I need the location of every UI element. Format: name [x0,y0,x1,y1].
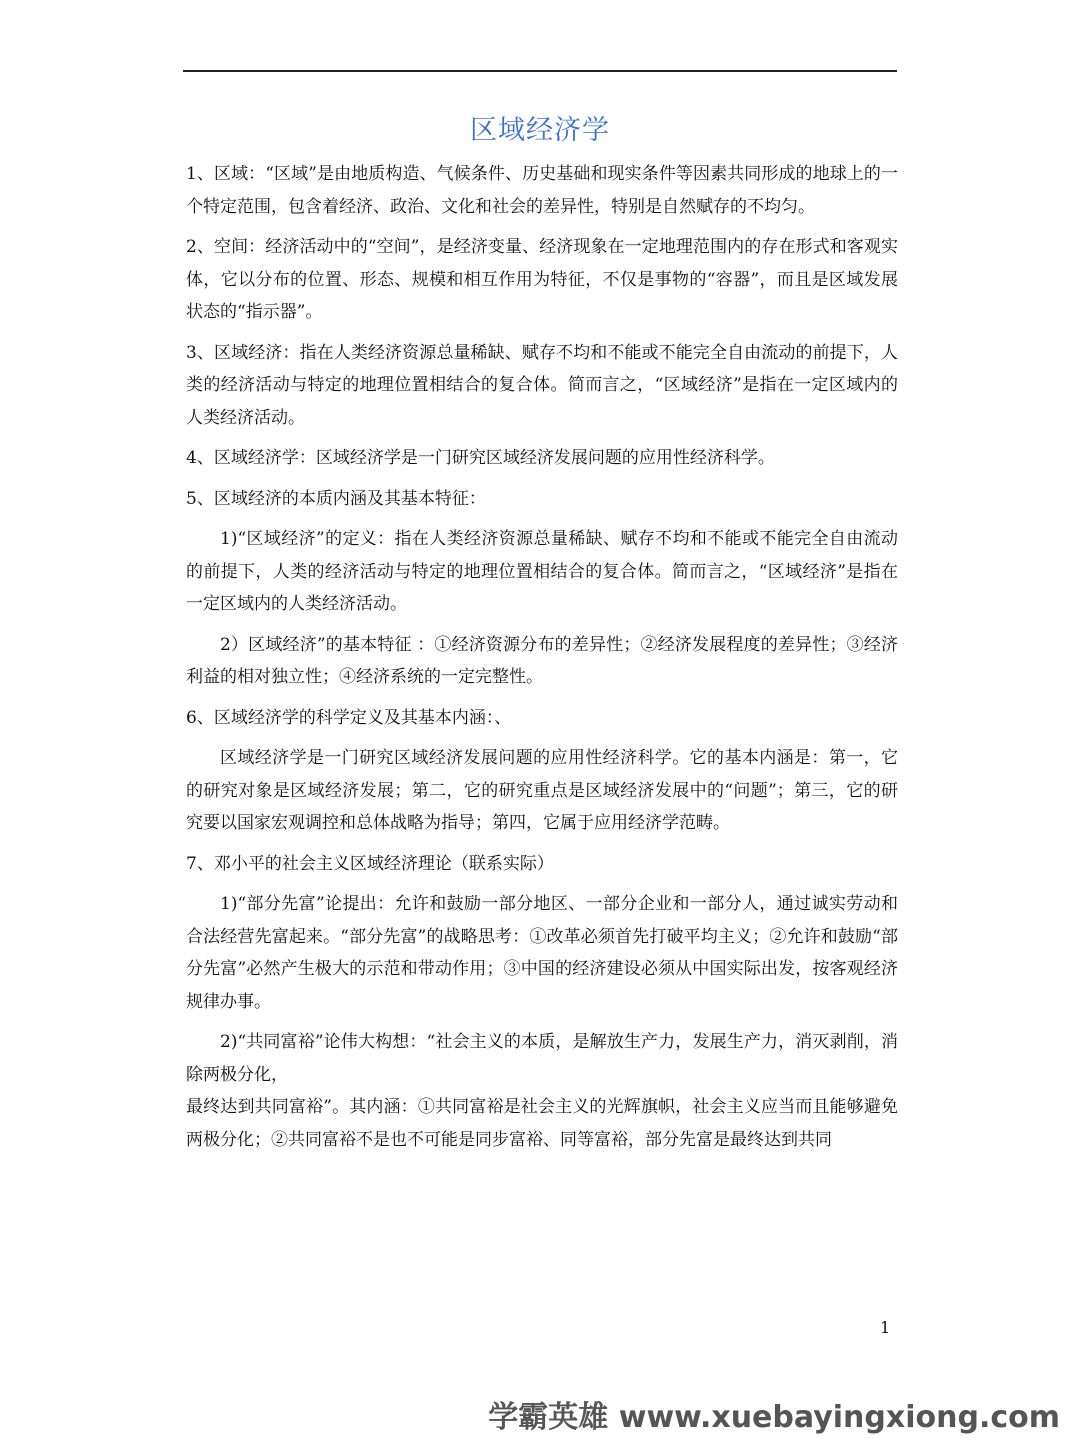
document-body [186,158,898,1156]
paragraph-7-heading: 7、邓小平的社会主义区域经济理论（联系实际） [186,853,554,874]
paragraph-7-1-partial-prosperity: 1)“部分先富”论提出：允许和鼓励一部分地区、一部分企业和一部分人，通过诚实劳动和合法经营先富起来。“部分先富”的战略思考：①改革必须首先打破平均主义；②允许和鼓励“部分先富”必然产生极大的示范和带动作用；③中国的经济建设必须从中国实际出发，按客观经济规律办事。 [186,894,898,1012]
paragraph-6-heading: 6、区域经济学的科学定义及其基本内涵：、 [186,707,512,728]
paragraph-6-body: 区域经济学是一门研究区域经济发展问题的应用性经济科学。它的基本内涵是：第一，它的研究对象是区域经济发展；第二，它的研究重点是区域经济发展中的“问题”；第三，它的研究要以国家宏观调控和总体战略为指导；第四，它属于应用经济学范畴。 [186,748,898,833]
paragraph-5-2-features: 2）区域经济”的基本特征 ：①经济资源分布的差异性；②经济发展程度的差异性；③经济利益的相对独立性；④经济系统的一定完整性。 [186,634,898,687]
paragraph-7-2-continued: 最终达到共同富裕”。其内涵：①共同富裕是社会主义的光辉旗帜，社会主义应当而且能够避免两极分化；②共同富裕不是也不可能是同步富裕、同等富裕，部分先富是最终达到共同 [186,1097,898,1150]
paragraph-3-regional-economy: 3、区域经济：指在人类经济资源总量稀缺、赋存不均和不能或不能完全自由流动的前提下，人类的经济活动与特定的地理位置相结合的复合体。简而言之，“区域经济”是指在一定区域内的人类经济活动。 [186,342,898,428]
watermark: 学霸英雄 www.xuebayingxiong.com [488,1400,1060,1435]
header-rule [183,70,897,72]
paragraph-1-region: 1、区域：“区域”是由地质构造、气候条件、历史基础和现实条件等因素共同形成的地球上的一个特定范围，包含着经济、政治、文化和社会的差异性，特别是自然赋存的不均匀。 [186,164,898,217]
paragraph-2-space: 2、空间：经济活动中的“空间”，是经济变量、经济现象在一定地理范围内的存在形式和客观实体，它以分布的位置、形态、规模和相互作用为特征，不仅是事物的“容器”，而且是区域发展状态的“指示器”。 [186,237,898,322]
paragraph-5-heading: 5、区域经济的本质内涵及其基本特征： [186,488,486,509]
paragraph-7-2-common-prosperity: 2)“共同富裕”论伟大构想：“社会主义的本质，是解放生产力，发展生产力，消灭剥削，消除两极分化， [186,1032,898,1085]
paragraph-5-1-definition: 1)“区域经济”的定义：指在人类经济资源总量稀缺、赋存不均和不能或不能完全自由流动的前提下，人类的经济活动与特定的地理位置相结合的复合体。简而言之，“区域经济”是指在一定区域内的人类经济活动。 [186,529,898,614]
document-title: 区域经济学 [470,115,610,146]
paragraph-4-regional-economics: 4、区域经济学：区域经济学是一门研究区域经济发展问题的应用性经济科学。 [186,448,775,468]
page-number: 1 [880,1318,891,1337]
